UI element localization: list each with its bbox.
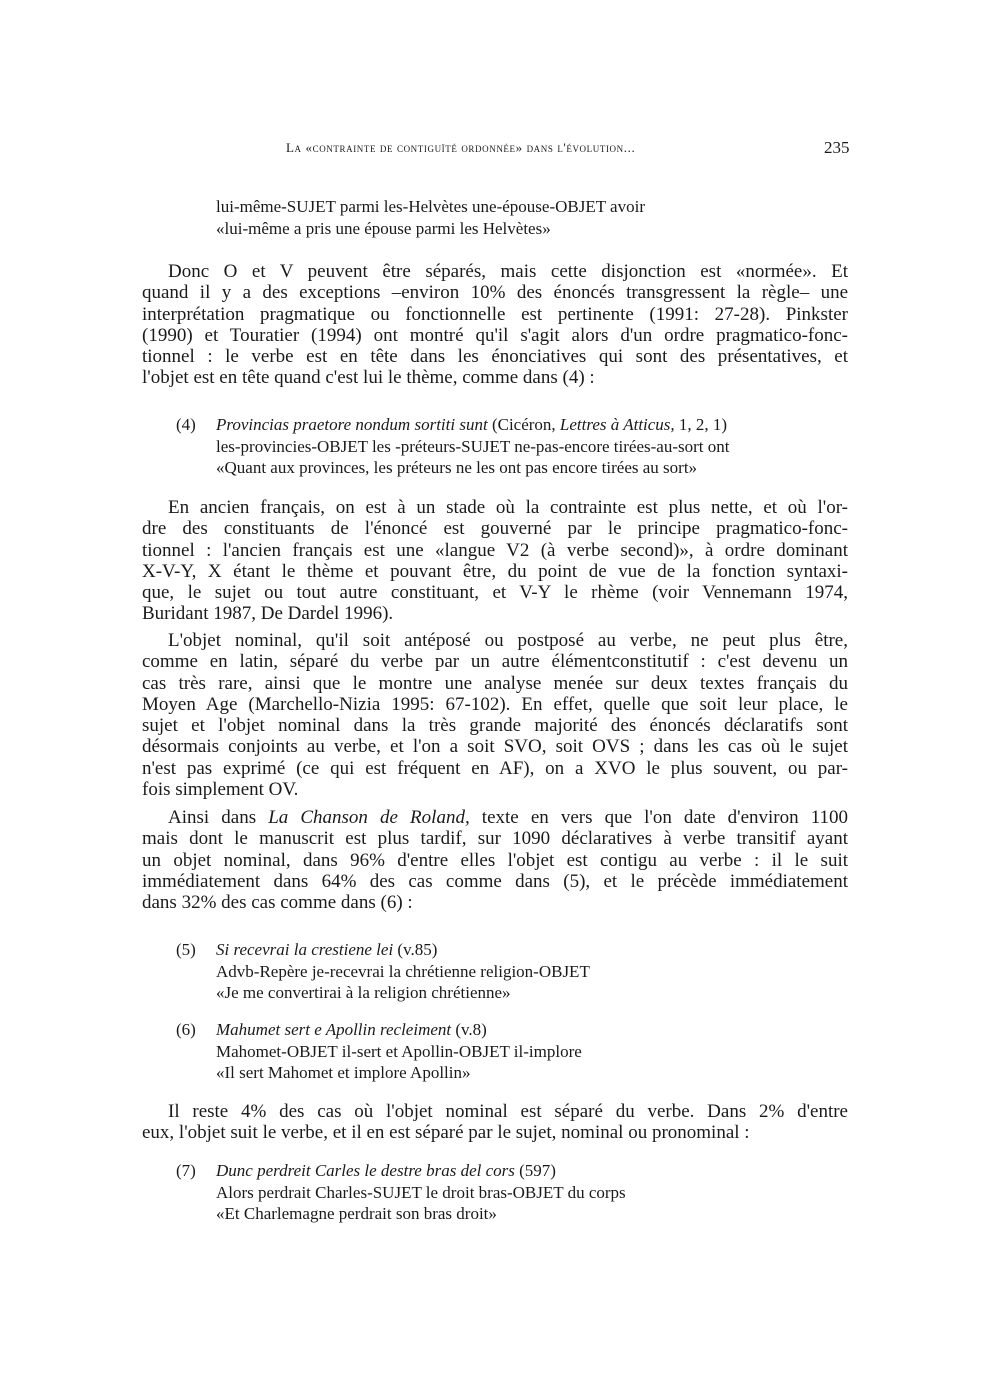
paragraph-line: tionnel : le verbe est en tête dans les énonciatives qui sont des présentatives, et [142,346,848,368]
example-source-ref: 1, 2, 1) [674,415,728,434]
paragraph-line: désormais conjoints au verbe, et l'on a soit SVO, soit OVS ; dans les cas où le sujet [142,736,848,758]
paragraph-line: L'objet nominal, qu'il soit antéposé ou postposé au verbe, ne peut plus être, [168,630,848,651]
paragraph-line: que, le sujet ou tout autre constituant, et V-Y le rhème (voir Vennemann 1974, [142,582,848,604]
example-source: (Cicéron, [487,415,560,434]
paragraph-3 [142,630,848,800]
example-translation: «Il sert Mahomet et implore Apollin» [216,1063,471,1082]
paragraph-1 [142,261,848,389]
example-ref: (597) [514,1161,556,1180]
paragraph-5 [142,1101,848,1144]
paragraph-line: un objet nominal, dans 96% d'entre elles l'objet est contigu au verbe : il le suit [142,849,848,871]
example-gloss: les-provincies-OBJET les -préteurs-SUJET ne-pas-encore tirées-au-sort ont [216,436,730,456]
paragraph-line: Buridant 1987, De Dardel 1996). [142,603,394,625]
paragraph-line: comme en latin, séparé du verbe par un autre élémentconstitutif : c'est devenu un [142,651,848,673]
paragraph-line: En ancien français, on est à un stade où la contrainte est plus nette, et où l'or- [168,497,848,518]
paragraph-line: Donc O et V peuvent être séparés, mais cette disjonction est «normée». Et [168,261,848,282]
example-number: (7) [176,1161,196,1180]
example-source-line [216,939,590,961]
paragraph-line: (1990) et Touratier (1994) ont montré qu'il s'agit alors d'un ordre pragmatico-fonc- [142,324,848,346]
example-gloss: Mahomet-OBJET il-sert et Apollin-OBJET il-implore [216,1041,582,1061]
paragraph-line: l'objet est en tête quand c'est lui le thème, comme dans (4) : [142,367,595,389]
paragraph-line: mais dont le manuscrit est plus tardif, sur 1090 déclaratives à verbe transitif ayant [142,828,848,850]
example-number: (5) [176,940,196,959]
example-source-line [216,1019,582,1041]
example-translation: «Quant aux provinces, les préteurs ne les ont pas encore tirées au sort» [216,458,698,477]
paragraph-line [142,807,848,828]
example-old-french: Si recevrai la crestiene lei [216,940,394,959]
paragraph-line: n'est pas exprimé (ce qui est fréquent en AF), on a XVO le plus souvent, ou par- [142,757,848,779]
work-title: La Chanson de Roland, [268,807,470,828]
paragraph-text: Ainsi dans [168,807,269,828]
example-continued [176,196,645,239]
paragraph-text: texte en vers que l'on date d'environ 1100 [469,807,849,828]
example-source-title: Lettres à Atticus, [559,415,675,434]
example-source-line [216,1160,626,1182]
paragraph-line: tionnel : l'ancien français est une «langue V2 (à verbe second)», à ordre dominant [142,539,848,561]
paragraph-line: cas très rare, ainsi que le montre une analyse menée sur deux textes français du [142,672,848,694]
paragraph-line: dre des constituants de l'énoncé est gouverné par le principe pragmatico-fonc- [142,518,848,540]
paragraph-line: quand il y a des exceptions –environ 10% des énoncés transgressent la règle– une [142,282,848,304]
example-translation: «lui-même a pris une épouse parmi les Helvètes» [216,218,551,238]
example-6 [176,1019,582,1084]
paragraph-line: dans 32% des cas comme dans (6) : [142,892,413,914]
example-latin: Provincias praetore nondum sortiti sunt [216,415,488,434]
example-translation: «Et Charlemagne perdrait son bras droit» [216,1204,497,1223]
example-5 [176,939,590,1004]
paragraph-2 [142,497,848,625]
paragraph-line: eux, l'objet suit le verbe, et il en est séparé par le sujet, nominal ou pronominal : [142,1122,750,1144]
paragraph-line: X-V-Y, X étant le thème et pouvant être, du point de vue de la fonction syntaxi- [142,560,848,582]
paragraph-line: immédiatement dans 64% des cas comme dans (5), et le précède immédiatement [142,870,848,892]
header-title: La «contrainte de contiguïté ordonnée» dans l'évolution... [286,140,636,155]
example-old-french: Dunc perdreit Carles le destre bras del cors [216,1161,515,1180]
example-ref: (v.8) [451,1020,487,1039]
example-number: (4) [176,415,196,434]
page-number: 235 [824,138,850,157]
example-gloss: lui-même-SUJET parmi les-Helvètes une-épouse-OBJET avoir [216,197,645,216]
paragraph-line: interprétation pragmatique ou fonctionnelle est pertinente (1991: 27-28). Pinkster [142,303,848,325]
example-old-french: Mahumet sert e Apollin recleiment [216,1020,452,1039]
paragraph-line: Il reste 4% des cas où l'objet nominal est séparé du verbe. Dans 2% d'entre [168,1101,848,1122]
paragraph-line: Moyen Age (Marchello-Nizia 1995: 67-102). En effet, quelle que soit leur place, le [142,693,848,715]
example-source-line [216,414,729,436]
example-4 [176,414,729,479]
example-gloss: Advb-Repère je-recevrai la chrétienne religion-OBJET [216,961,590,981]
example-number: (6) [176,1020,196,1039]
example-7 [176,1160,626,1225]
example-gloss: Alors perdrait Charles-SUJET le droit bras-OBJET du corps [216,1182,626,1202]
paragraph-line: fois simplement OV. [142,779,299,801]
paragraph-4 [142,807,848,913]
paragraph-line: sujet et l'objet nominal dans la très grande majorité des énoncés déclaratifs sont [142,715,848,737]
example-ref: (v.85) [393,940,438,959]
example-translation: «Je me convertirai à la religion chrétienne» [216,983,511,1002]
